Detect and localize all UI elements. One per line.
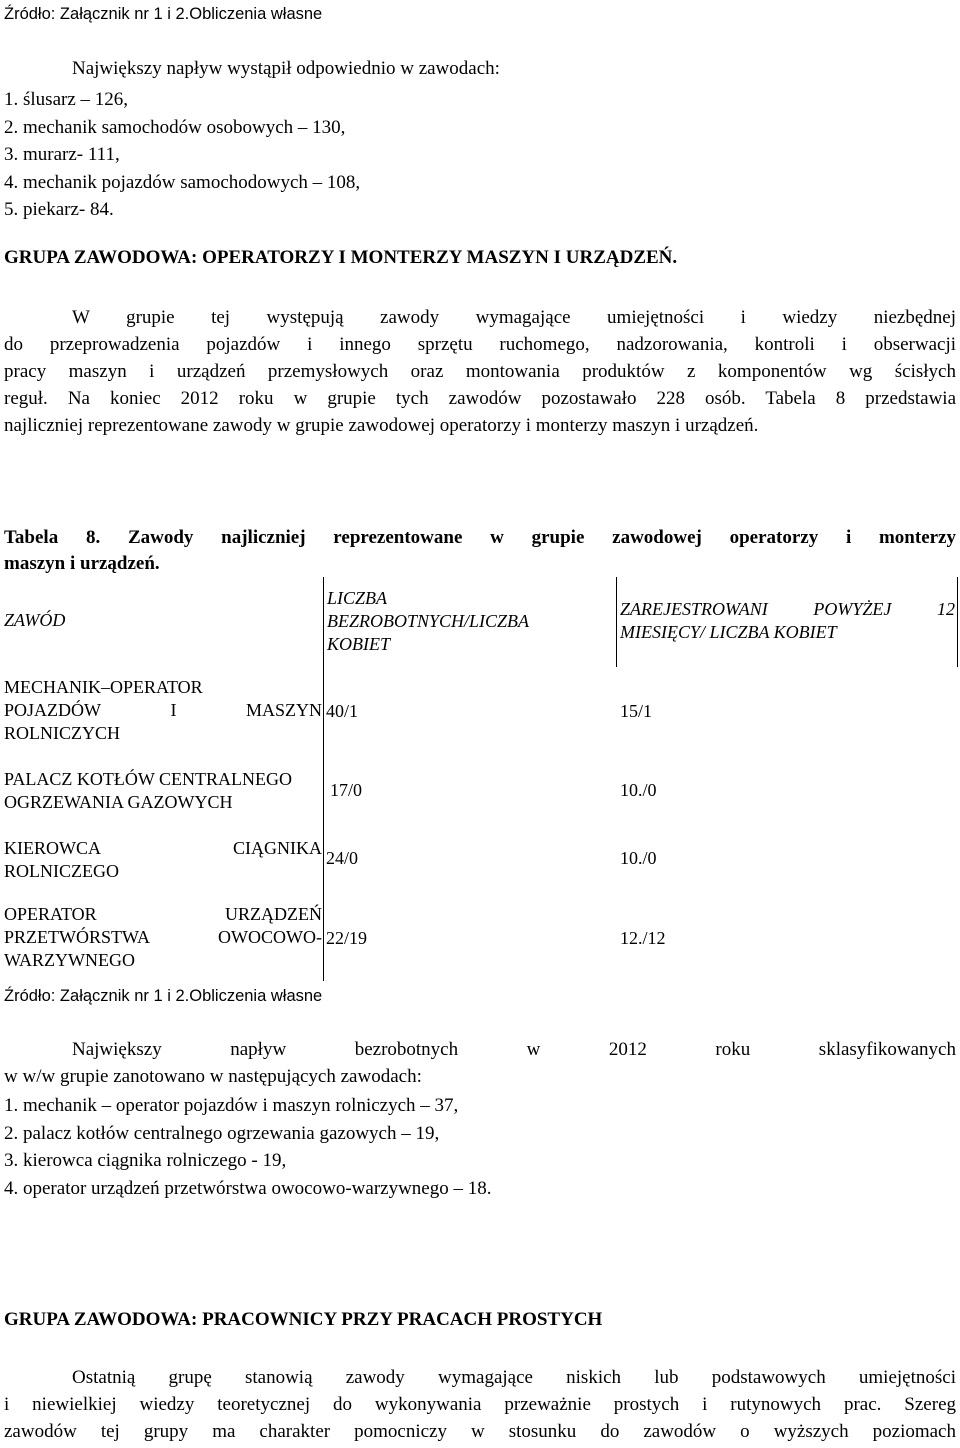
paragraph-line: reguł. Na koniec 2012 roku w grupie tych zawodów pozostawało 228 osób. Tabela 8 przedstawia: [4, 388, 956, 409]
cell-word: OWOCOWO-: [218, 927, 322, 947]
paragraph-line: pracy maszyn i urządzeń przemysłowych oraz montowania produktów z komponentów wg ścisłych: [4, 361, 956, 382]
table-caption: [4, 525, 956, 577]
table-row: [4, 768, 292, 814]
list-item: 5. piekarz- 84.: [4, 199, 114, 220]
list-item: 1. mechanik – operator pojazdów i maszyn rolniczych – 37,: [4, 1095, 459, 1116]
paragraph-line: Największy napływ bezrobotnych w 2012 roku sklasyfikowanych: [72, 1039, 956, 1060]
list-item: 4. operator urządzeń przetwórstwa owocowo-warzywnego – 18.: [4, 1177, 492, 1199]
occupation-list-1: [4, 86, 360, 224]
caption-line: maszyn i urządzeń.: [4, 553, 160, 574]
cell-word: OPERATOR: [4, 904, 97, 924]
paragraph-line: do przeprowadzenia pojazdów i innego sprzętu ruchomego, nadzorowania, kontroli i obserwacji: [4, 334, 956, 355]
cell-zawod: [4, 903, 322, 926]
cell-word: PRZETWÓRSTWA: [4, 927, 150, 947]
cell-zawod: PALACZ KOTŁÓW CENTRALNEGO: [4, 769, 292, 789]
occupations-table: [3, 577, 958, 981]
cell-powyzej: 15/1: [620, 701, 653, 721]
list-item: 1. ślusarz – 126,: [4, 89, 129, 110]
paragraph-line: Ostatnią grupę stanowią zawody wymagające niskich lub podstawowych umiejętności: [72, 1367, 956, 1388]
cell-zawod: WARZYWNEGO: [4, 950, 135, 970]
paragraph-line: i niewielkiej wiedzy teoretycznej do wykonywania przeważnie prostych i rutynowych prac. Szereg: [4, 1394, 956, 1415]
intro-text-1: Największy napływ wystąpił odpowiednio w zawodach:: [72, 58, 500, 79]
cell-word: URZĄDZEŃ: [225, 904, 322, 924]
section-heading-1: GRUPA ZAWODOWA: OPERATORZY I MONTERZY MASZYN I URZĄDZEŃ.: [4, 247, 678, 268]
paragraph-line: w w/w grupie zanotowano w następujących zawodach:: [4, 1066, 422, 1087]
column-divider: [323, 577, 324, 981]
cell-zawod: MECHANIK–OPERATOR: [4, 677, 203, 697]
cell-powyzej: 10./0: [620, 848, 657, 868]
cell-zawod: ROLNICZEGO: [4, 861, 119, 881]
cell-zawod: OGRZEWANIA GAZOWYCH: [4, 792, 233, 812]
cell-liczba: 22/19: [326, 928, 368, 948]
cell-word: POJAZDÓW: [4, 700, 101, 720]
source-note-top: Źródło: Załącznik nr 1 i 2.Obliczenia własne: [4, 5, 323, 23]
caption-line: Tabela 8. Zawody najliczniej reprezentowane w grupie zawodowej operatorzy i monterzy: [4, 527, 956, 548]
paragraph-line: W grupie tej występują zawody wymagające umiejętności i wiedzy niezbędnej: [72, 307, 956, 328]
list-item: 4. mechanik pojazdów samochodowych – 108,: [4, 171, 361, 193]
column-divider: [957, 577, 958, 667]
cell-zawod: ROLNICZYCH: [4, 723, 120, 743]
column-divider: [616, 577, 617, 667]
cell-word: CIĄGNIKA: [233, 838, 322, 858]
list-item: 2. mechanik samochodów osobowych – 130,: [4, 116, 346, 138]
source-note-bottom: Źródło: Załącznik nr 1 i 2.Obliczenia własne: [4, 987, 323, 1005]
section-heading-2: GRUPA ZAWODOWA: PRACOWNICY PRZY PRACACH PROSTYCH: [4, 1309, 603, 1330]
table-row: [4, 837, 322, 883]
cell-powyzej: 12./12: [620, 928, 666, 948]
cell-zawod: [4, 837, 322, 860]
cell-liczba: 40/1: [326, 701, 359, 721]
intro-text-2: [4, 1036, 956, 1090]
cell-zawod: [4, 699, 322, 722]
cell-word: KIEROWCA: [4, 838, 101, 858]
paragraph-1: [4, 304, 956, 439]
header-zawod: ZAWÓD: [4, 610, 66, 630]
cell-word: MASZYN: [245, 700, 322, 720]
paragraph-line: zawodów tej grupy ma charakter pomocniczy w stosunku do zawodów o wyższych poziomach: [4, 1421, 956, 1442]
paragraph-2: [4, 1364, 956, 1445]
list-item: 3. kierowca ciągnika rolniczego - 19,: [4, 1150, 287, 1171]
occupation-list-2: [4, 1092, 491, 1202]
list-item: 2. palacz kotłów centralnego ogrzewania gazowych – 19,: [4, 1122, 440, 1144]
cell-liczba: 17/0: [330, 780, 363, 800]
cell-zawod: [4, 926, 322, 949]
table-row: [4, 903, 322, 972]
header-powyzej: ZAREJESTROWANI POWYŻEJ 12 MIESIĘCY/ LICZBA KOBIET: [620, 599, 955, 642]
cell-word: I: [170, 700, 177, 720]
table-row: [4, 676, 322, 745]
list-item: 3. murarz- 111,: [4, 144, 120, 165]
cell-powyzej: 10./0: [620, 780, 657, 800]
header-liczba: LICZBA BEZROBOTNYCH/LICZBA KOBIET: [327, 588, 530, 654]
paragraph-line: najliczniej reprezentowane zawody w grupie zawodowej operatorzy i monterzy maszyn i urządzeń.: [4, 415, 759, 436]
cell-liczba: 24/0: [326, 848, 359, 868]
